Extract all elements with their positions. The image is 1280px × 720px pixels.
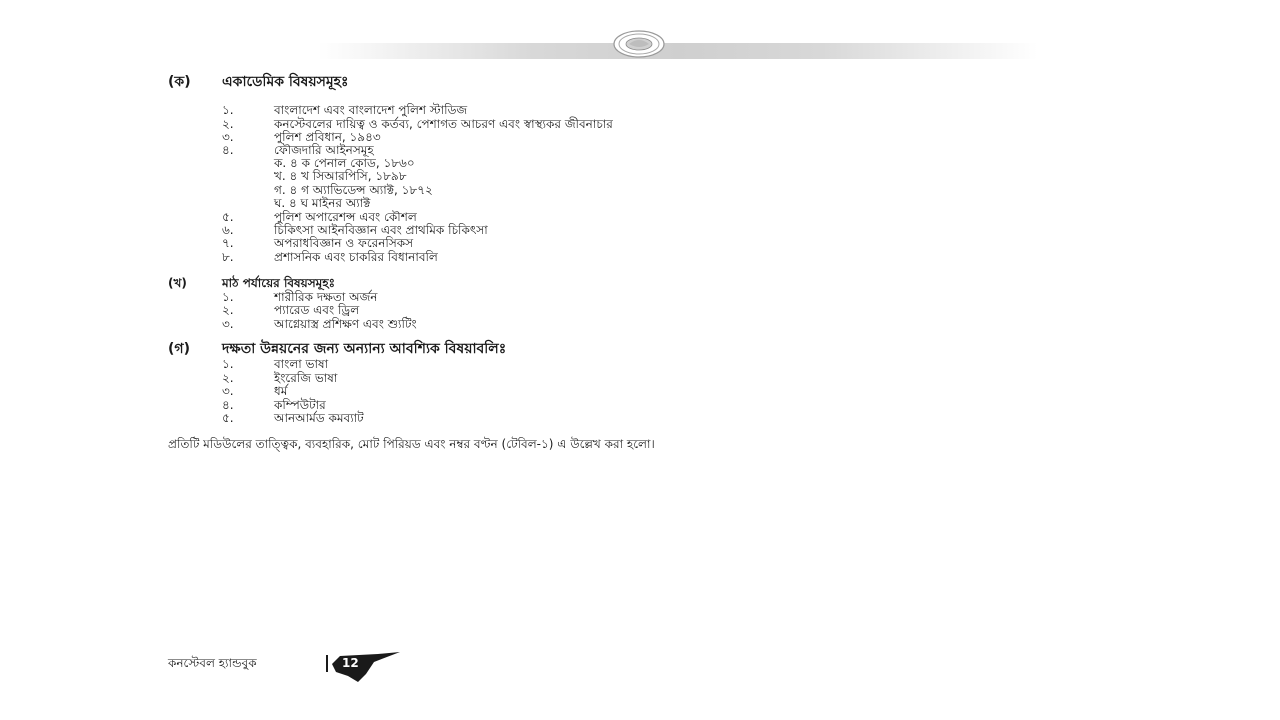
item-number: ৩. (222, 317, 234, 331)
item-number: ১. (222, 103, 234, 117)
item-text: আগ্নেয়াস্ত্র প্রশিক্ষণ এবং শ্যুটিং (274, 317, 417, 331)
sub-list-item: ঘ. ৪ ঘ মাইনর অ্যাক্ট (274, 196, 371, 210)
section-c-heading (168, 341, 506, 357)
item-number: ২. (222, 117, 234, 131)
section-b-title: মাঠ পর্যায়ের বিষয়সমূহঃ (222, 276, 336, 290)
section-b-heading (168, 275, 335, 291)
item-text: পুলিশ প্রবিধান, ১৯৪৩ (274, 130, 381, 144)
summary-text: প্রতিটি মডিউলের তাত্ত্বিক, ব্যবহারিক, মোট পিরিয়ড এবং নম্বর বণ্টন (টেবিল-১) এ উল্লেখ করা হলো। (168, 437, 655, 451)
footer-book-title: কনস্টেবল হ্যান্ডবুক (168, 656, 257, 670)
sub-list-item: ক. ৪ ক পেনাল কোড, ১৮৬০ (274, 156, 415, 170)
section-a-marker: (ক) (168, 74, 191, 90)
item-number: ৫. (222, 210, 234, 224)
section-a-heading (168, 74, 349, 90)
item-number: ৩. (222, 130, 234, 144)
item-number: ২. (222, 371, 234, 385)
item-text: কম্পিউটার (274, 398, 326, 412)
item-number: ৪. (222, 398, 234, 412)
header-bar (318, 43, 1038, 59)
item-text: প্রশাসনিক এবং চাকরির বিধানাবলি (274, 250, 438, 264)
item-text: ইংরেজি ভাষা (274, 371, 338, 385)
section-b-marker: (খ) (168, 276, 187, 290)
section-c-marker: (গ) (168, 341, 190, 357)
section-a-title: একাডেমিক বিষয়সমূহঃ (222, 74, 349, 90)
item-number: ২. (222, 303, 234, 317)
footer-separator (326, 655, 328, 672)
item-text: আনআর্মড কমব্যাট (274, 411, 364, 425)
sub-list-item: গ. ৪ গ অ্যাভিডেন্স অ্যাক্ট, ১৮৭২ (274, 183, 433, 197)
item-text: প্যারেড এবং ড্রিল (274, 303, 360, 317)
item-number: ৩. (222, 384, 234, 398)
item-text: বাংলা ভাষা (274, 357, 329, 371)
item-number: ১. (222, 290, 234, 304)
item-text: কনস্টেবলের দায়িত্ব ও কর্তব্য, পেশাগত আচরণ এবং স্বাস্থ্যকর জীবনাচার (274, 117, 613, 131)
page-number-tab-icon (330, 650, 402, 684)
item-number: ৫. (222, 411, 234, 425)
police-emblem-icon (613, 29, 665, 59)
page-number: 12 (342, 656, 359, 670)
item-number: ৮. (222, 250, 234, 264)
item-text: ধর্ম (274, 384, 288, 398)
item-number: ৭. (222, 236, 234, 250)
item-text: শারীরিক দক্ষতা অর্জন (274, 290, 378, 304)
item-text: বাংলাদেশ এবং বাংলাদেশ পুলিশ স্টাডিজ (274, 103, 468, 117)
item-text: অপরাধবিজ্ঞান ও ফরেনসিকস (274, 236, 414, 250)
item-number: ৪. (222, 143, 234, 157)
item-text: পুলিশ অপারেশন্স এবং কৌশল (274, 210, 417, 224)
section-c-title: দক্ষতা উন্নয়নের জন্য অন্যান্য আবশ্যিক বিষয়াবলিঃ (222, 341, 507, 357)
item-text: চিকিৎসা আইনবিজ্ঞান এবং প্রাথমিক চিকিৎসা (274, 223, 488, 237)
item-number: ৬. (222, 223, 234, 237)
item-text: ফৌজদারি আইনসমূহ (274, 143, 374, 157)
sub-list-item: খ. ৪ খ সিআরপিসি, ১৮৯৮ (274, 169, 407, 183)
item-number: ১. (222, 357, 234, 371)
